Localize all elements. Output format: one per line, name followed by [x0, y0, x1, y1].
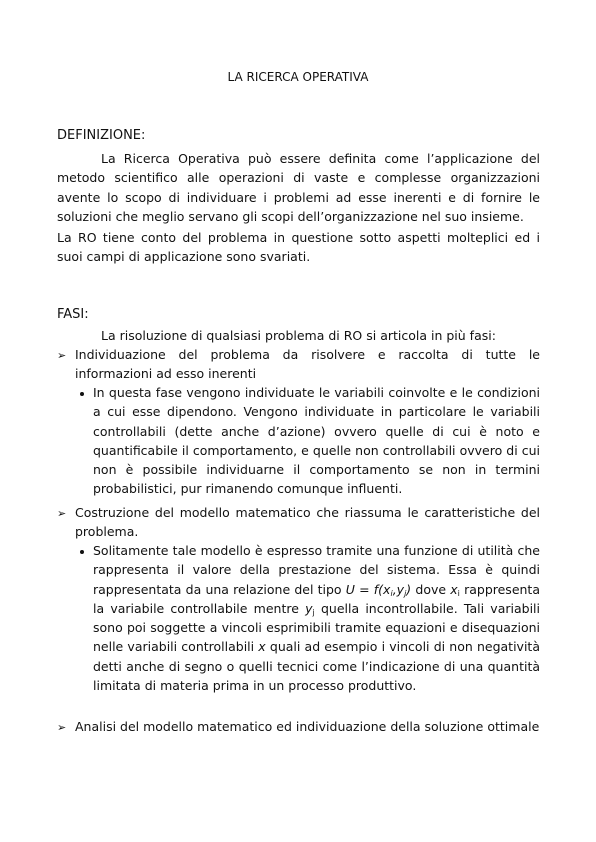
arrow-bullet-icon: ➢	[57, 507, 67, 520]
arrow-bullet-icon: ➢	[57, 349, 67, 362]
arrow-bullet-icon: ➢	[57, 721, 67, 734]
definizione-paragraph-2: La RO tiene conto del problema in questione sotto aspetti molteplici ed i suoi campi di applicazione sono svariati.	[57, 230, 540, 265]
step-3: Analisi del modello matematico ed individuazione della soluzione ottimale	[75, 719, 540, 734]
step-1-bullet: In questa fase vengono individuate le variabili coinvolte e le condizioni a cui esse dipendono. Vengono individuate in particolare le variabili controllabili (dette anche d’azione) ovvero quelle di cui è noto e quantificabile il comportamento, e quelle non controllabili ovvero di cui non è possibile individuarne il comportamento se non in termini probabilistici, pur rimanendo comunque influenti.	[93, 385, 540, 497]
fasi-intro: La risoluzione di qualsiasi problema di RO si articola in più fasi:	[101, 328, 496, 343]
step-2: Costruzione del modello matematico che riassuma le caratteristiche del problema.	[75, 505, 540, 540]
definizione-paragraph-1: La Ricerca Operativa può essere definita come l’applicazione del metodo scientifico alle operazioni di vaste e complesse organizzazioni avente lo scopo di individuare i problemi ad esse inerenti e di fornire le soluzioni che meglio servano gli scopi dell’organizzazione nel suo insieme.	[57, 151, 540, 224]
step-1: Individuazione del problema da risolvere e raccolta di tutte le informazioni ad esso inerenti	[75, 347, 540, 382]
utility-formula: $U = f(x_i,y_j)$	[345, 581, 412, 598]
page-title: LA RICERCA OPERATIVA	[227, 70, 369, 84]
step-2-bullet: Solitamente tale modello è espresso tramite una funzione di utilità che rappresenta il valore della prestazione del sistema. Essa è quindi rappresentata da una relazione del tipo $U = f(x_i,y_j)$ dove $x_i$ rappresenta la variabile controllabile mentre $y_j$ quella incontrollabile. Tali variabili sono poi soggette a vincoli esprimibili tramite equazioni e disequazioni nelle variabili controllabili x quali ad esempio i vincoli di non negatività detti anche di segno o quelli tecnici come l’indicazione di una quantità limitata di materia prima in un processo produttivo.	[93, 543, 540, 694]
bullet-dot-icon	[80, 550, 84, 554]
fasi-heading: FASI:	[57, 307, 89, 322]
definizione-heading: DEFINIZIONE:	[57, 128, 146, 143]
bullet-dot-icon	[80, 392, 84, 396]
